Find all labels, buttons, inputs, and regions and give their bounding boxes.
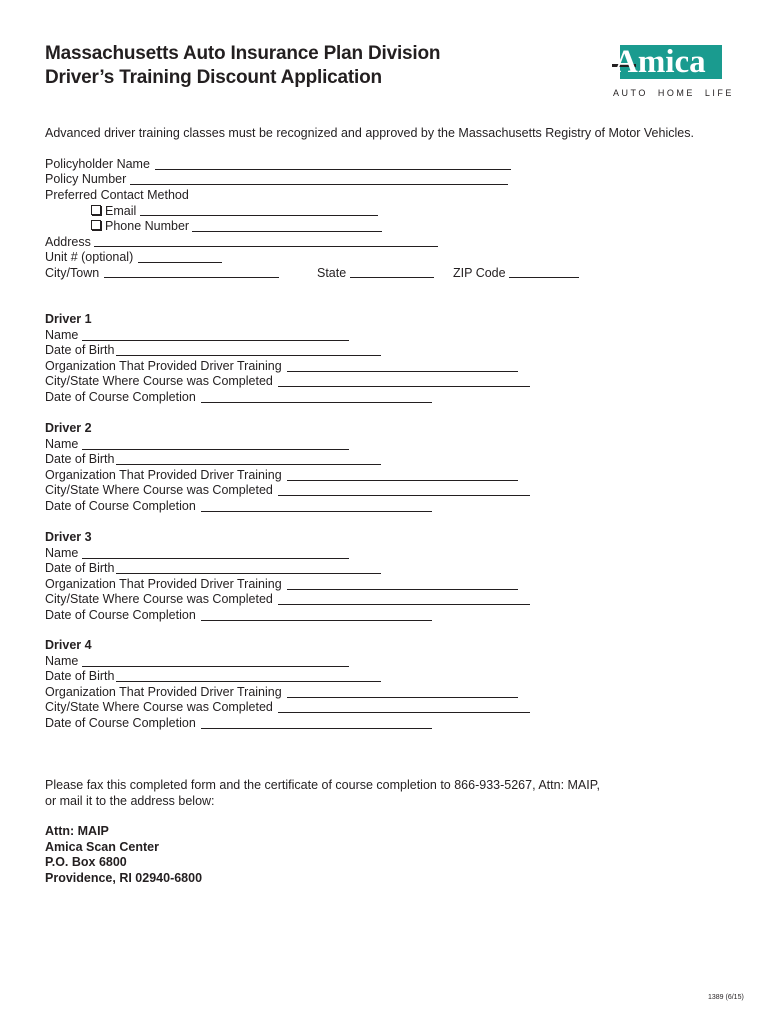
email-label: Email	[105, 204, 137, 218]
policyholder-name-label: Policyholder Name	[45, 157, 150, 171]
address-center: Amica Scan Center	[45, 840, 159, 854]
driver-citystate-label: City/State Where Course was Completed	[45, 374, 273, 388]
policyholder-name-field[interactable]	[155, 169, 511, 170]
driver-completion-field[interactable]	[201, 511, 432, 512]
driver-heading: Driver 4	[45, 638, 92, 652]
driver-citystate-label: City/State Where Course was Completed	[45, 700, 273, 714]
driver-completion-field[interactable]	[201, 728, 432, 729]
driver-org-field[interactable]	[287, 697, 518, 698]
driver-section-4	[0, 638, 770, 738]
driver-heading: Driver 1	[45, 312, 92, 326]
driver-citystate-label: City/State Where Course was Completed	[45, 483, 273, 497]
driver-citystate-field[interactable]	[278, 604, 530, 605]
driver-org-field[interactable]	[287, 589, 518, 590]
address-field[interactable]	[94, 246, 438, 247]
driver-citystate-field[interactable]	[278, 386, 530, 387]
driver-org-field[interactable]	[287, 480, 518, 481]
driver-name-field[interactable]	[82, 340, 349, 341]
driver-dob-label: Date of Birth	[45, 452, 115, 466]
driver-citystate-label: City/State Where Course was Completed	[45, 592, 273, 606]
driver-name-field[interactable]	[82, 666, 349, 667]
email-option	[91, 204, 136, 219]
instructions-line1: Please fax this completed form and the certificate of course completion to 866-933-5267, Attn: MAIP,	[45, 778, 600, 792]
zip-field[interactable]	[509, 277, 579, 278]
address-attn: Attn: MAIP	[45, 824, 109, 838]
state-label: State	[317, 266, 347, 280]
tagline-auto: AUTO	[613, 88, 648, 98]
driver-heading: Driver 3	[45, 530, 92, 544]
driver-dob-label: Date of Birth	[45, 669, 115, 683]
driver-completion-label: Date of Course Completion	[45, 716, 196, 730]
driver-completion-label: Date of Course Completion	[45, 390, 196, 404]
logo-tagline	[613, 88, 744, 98]
email-field[interactable]	[140, 215, 378, 216]
driver-dob-field[interactable]	[116, 464, 381, 465]
tagline-home: HOME	[657, 88, 695, 98]
driver-org-label: Organization That Provided Driver Training	[45, 468, 282, 482]
contact-method-label: Preferred Contact Method	[45, 188, 189, 202]
driver-section-3	[0, 530, 770, 630]
address-label: Address	[45, 235, 91, 249]
policy-number-field[interactable]	[130, 184, 508, 185]
driver-org-label: Organization That Provided Driver Training	[45, 577, 282, 591]
driver-completion-field[interactable]	[201, 402, 432, 403]
phone-field[interactable]	[192, 231, 382, 232]
driver-section-1	[0, 312, 770, 412]
zip-label: ZIP Code	[453, 266, 506, 280]
phone-label: Phone Number	[105, 219, 190, 233]
driver-org-label: Organization That Provided Driver Training	[45, 685, 282, 699]
driver-completion-label: Date of Course Completion	[45, 608, 196, 622]
unit-field[interactable]	[138, 262, 222, 263]
address-city: Providence, RI 02940-6800	[45, 871, 203, 885]
driver-citystate-field[interactable]	[278, 712, 530, 713]
email-checkbox[interactable]	[91, 205, 101, 215]
driver-completion-field[interactable]	[201, 620, 432, 621]
instructions-line2: or mail it to the address below:	[45, 794, 215, 808]
driver-name-label: Name	[45, 437, 79, 451]
driver-name-label: Name	[45, 328, 79, 342]
driver-dob-field[interactable]	[116, 681, 381, 682]
address-po-box: P.O. Box 6800	[45, 855, 127, 869]
driver-org-field[interactable]	[287, 371, 518, 372]
driver-org-label: Organization That Provided Driver Training	[45, 359, 282, 373]
driver-name-label: Name	[45, 546, 79, 560]
driver-name-label: Name	[45, 654, 79, 668]
city-label: City/Town	[45, 266, 100, 280]
logo-wordmark: Amica	[614, 44, 706, 80]
form-code: 1389 (6/15)	[708, 994, 744, 1001]
form-title-line1: Massachusetts Auto Insurance Plan Division	[45, 43, 441, 64]
driver-citystate-field[interactable]	[278, 495, 530, 496]
phone-checkbox[interactable]	[91, 220, 101, 230]
driver-heading: Driver 2	[45, 421, 92, 435]
driver-name-field[interactable]	[82, 558, 349, 559]
driver-dob-field[interactable]	[116, 355, 381, 356]
driver-dob-label: Date of Birth	[45, 561, 115, 575]
driver-dob-field[interactable]	[116, 573, 381, 574]
form-title-line2: Driver’s Training Discount Application	[45, 67, 382, 88]
intro-text: Advanced driver training classes must be recognized and approved by the Massachusetts Registry of Motor Vehicles.	[45, 126, 694, 140]
driver-name-field[interactable]	[82, 449, 349, 450]
driver-completion-label: Date of Course Completion	[45, 499, 196, 513]
city-field[interactable]	[104, 277, 279, 278]
policy-number-label: Policy Number	[45, 172, 127, 186]
driver-section-2	[0, 421, 770, 521]
unit-label: Unit # (optional)	[45, 250, 134, 264]
driver-dob-label: Date of Birth	[45, 343, 115, 357]
amica-logo	[612, 42, 722, 82]
tagline-life: LIFE	[704, 88, 734, 98]
state-field[interactable]	[350, 277, 434, 278]
phone-option	[91, 219, 189, 234]
